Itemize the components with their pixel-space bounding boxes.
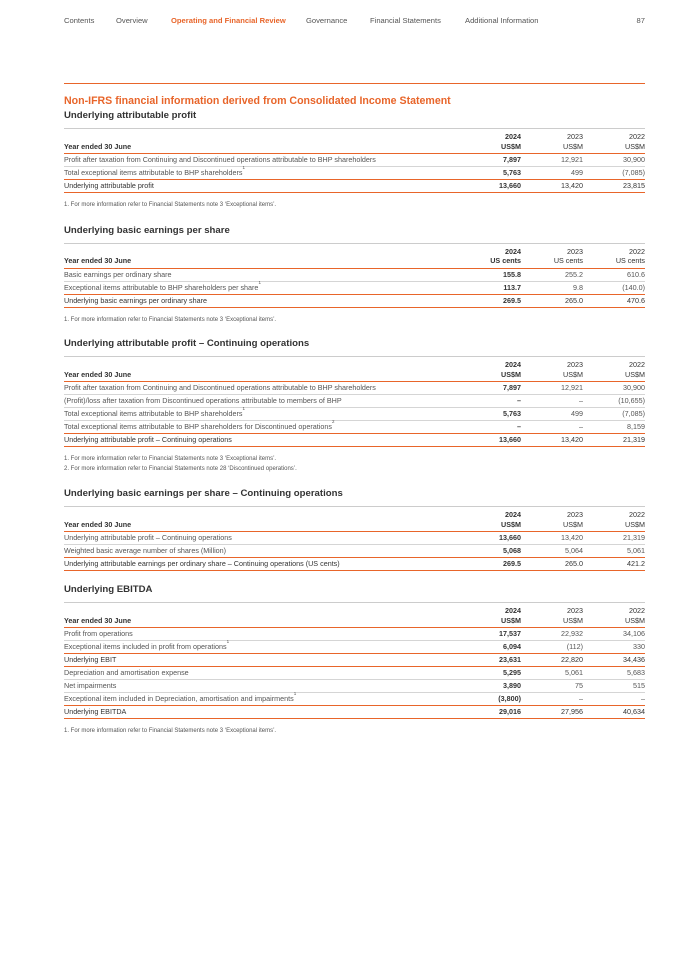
table-row bbox=[64, 154, 645, 167]
row-label-text: Total exceptional items attributable to BHP shareholders bbox=[64, 168, 243, 177]
row-label-text: Profit after taxation from Continuing and Discontinued operations attributable to BHP shareholders bbox=[64, 383, 376, 392]
row-label-text: Underlying EBITDA bbox=[64, 707, 127, 716]
column-header-unit: US$M bbox=[563, 615, 583, 625]
table-row bbox=[64, 268, 645, 281]
cell-value: 30,900 bbox=[583, 154, 645, 167]
column-header-year bbox=[459, 357, 521, 382]
cell-value: 23,815 bbox=[583, 180, 645, 193]
row-label bbox=[64, 628, 459, 641]
table-row bbox=[64, 545, 645, 558]
column-header-year-text: 2024 bbox=[505, 510, 521, 519]
table-row bbox=[64, 654, 645, 667]
cell-value: (7,085) bbox=[583, 167, 645, 180]
row-label bbox=[64, 667, 459, 680]
row-label-text: Underlying attributable profit – Continuing operations bbox=[64, 533, 232, 542]
financial-table bbox=[64, 506, 645, 571]
table-row bbox=[64, 408, 645, 421]
column-header-year bbox=[583, 603, 645, 628]
financial-table bbox=[64, 602, 645, 719]
nav-overview[interactable]: Overview bbox=[116, 16, 148, 25]
footnote: 1. For more information refer to Financial Statements note 3 ‘Exceptional items’. bbox=[64, 316, 277, 323]
row-label bbox=[64, 641, 459, 654]
nav-operating-financial-review[interactable]: Operating and Financial Review bbox=[171, 16, 286, 25]
cell-value: 22,820 bbox=[521, 654, 583, 667]
column-header-year bbox=[521, 243, 583, 268]
cell-value: 5,683 bbox=[583, 667, 645, 680]
column-header-unit: US cents bbox=[553, 256, 583, 265]
column-header-year bbox=[459, 603, 521, 628]
section bbox=[64, 225, 645, 326]
column-header-unit: US$M bbox=[563, 141, 583, 151]
table-header-row bbox=[64, 357, 645, 382]
cell-value: 13,660 bbox=[459, 180, 521, 193]
cell-value: 12,921 bbox=[521, 154, 583, 167]
column-header-year-text: 2023 bbox=[567, 246, 583, 256]
column-header-unit: US cents bbox=[615, 256, 645, 265]
section-title: Underlying attributable profit – Continuing operations bbox=[64, 338, 310, 349]
column-header-unit: US$M bbox=[501, 141, 521, 151]
row-label bbox=[64, 654, 459, 667]
cell-value: 265.0 bbox=[521, 294, 583, 307]
row-label bbox=[64, 281, 459, 294]
cell-value: 13,660 bbox=[459, 532, 521, 545]
table-row bbox=[64, 395, 645, 408]
cell-value: 75 bbox=[521, 680, 583, 693]
table-row bbox=[64, 180, 645, 193]
column-header-unit: US$M bbox=[625, 369, 645, 379]
cell-value: 6,094 bbox=[459, 641, 521, 654]
table-row bbox=[64, 434, 645, 447]
footnote-marker: 1 bbox=[258, 279, 261, 285]
column-header-year-text: 2024 bbox=[505, 246, 521, 256]
column-header-label: Year ended 30 June bbox=[64, 129, 459, 154]
row-label-text: Total exceptional items attributable to BHP shareholders bbox=[64, 409, 243, 418]
column-header-label: Year ended 30 June bbox=[64, 243, 459, 268]
table-row bbox=[64, 382, 645, 395]
cell-value: 265.0 bbox=[521, 558, 583, 571]
column-header-year-text: 2023 bbox=[567, 510, 583, 519]
cell-value: 499 bbox=[521, 408, 583, 421]
row-label-text: Exceptional item included in Depreciation, amortisation and impairments bbox=[64, 694, 294, 703]
column-header-label: Year ended 30 June bbox=[64, 603, 459, 628]
cell-value: 13,420 bbox=[521, 434, 583, 447]
section bbox=[64, 584, 645, 737]
row-label bbox=[64, 395, 459, 408]
cell-value: 5,064 bbox=[521, 545, 583, 558]
nav-contents[interactable]: Contents bbox=[64, 16, 95, 25]
column-header-year bbox=[521, 603, 583, 628]
footnotes bbox=[64, 727, 645, 737]
cell-value: 30,900 bbox=[583, 382, 645, 395]
cell-value: 3,890 bbox=[459, 680, 521, 693]
cell-value: 7,897 bbox=[459, 382, 521, 395]
table-row bbox=[64, 167, 645, 180]
column-header-year-text: 2023 bbox=[567, 132, 583, 141]
column-header-year bbox=[583, 507, 645, 532]
row-label-text: Underlying EBIT bbox=[64, 655, 117, 664]
row-label bbox=[64, 706, 459, 719]
row-label bbox=[64, 532, 459, 545]
row-label-text: Profit from operations bbox=[64, 629, 133, 638]
table-row bbox=[64, 281, 645, 294]
cell-value: 40,634 bbox=[583, 706, 645, 719]
financial-table bbox=[64, 243, 645, 308]
header-divider bbox=[64, 83, 645, 84]
footnote-marker: 1 bbox=[226, 639, 230, 644]
section-title: Underlying EBITDA bbox=[64, 584, 153, 595]
column-header-unit: US$M bbox=[563, 519, 583, 529]
row-label-text: Total exceptional items attributable to BHP shareholders for Discontinued operations bbox=[64, 422, 332, 431]
top-navigation bbox=[64, 16, 645, 30]
row-label bbox=[64, 545, 459, 558]
section-title: Underlying basic earnings per share bbox=[64, 224, 230, 236]
table-row bbox=[64, 421, 645, 434]
column-header-unit: US$M bbox=[501, 615, 521, 625]
column-header-year bbox=[459, 243, 521, 268]
row-label bbox=[64, 693, 459, 706]
cell-value: 155.8 bbox=[459, 268, 521, 281]
row-label-text: Exceptional items included in profit from operations bbox=[64, 642, 227, 651]
sections-container bbox=[64, 110, 645, 737]
column-header-unit: US cents bbox=[490, 256, 521, 265]
cell-value: – bbox=[459, 421, 521, 434]
cell-value: – bbox=[521, 395, 583, 408]
page-number: 87 bbox=[636, 16, 645, 25]
cell-value: 22,932 bbox=[521, 628, 583, 641]
table-row bbox=[64, 667, 645, 680]
row-label-text: Net impairments bbox=[64, 681, 117, 690]
column-header-year bbox=[459, 507, 521, 532]
cell-value: 5,763 bbox=[459, 408, 521, 421]
cell-value: 269.5 bbox=[459, 558, 521, 571]
column-header-year bbox=[521, 507, 583, 532]
cell-value: 5,763 bbox=[459, 167, 521, 180]
row-label-text: Underlying basic earnings per ordinary share bbox=[64, 295, 208, 305]
nav-financial-statements[interactable]: Financial Statements bbox=[370, 16, 441, 25]
column-header-year-text: 2023 bbox=[567, 606, 583, 615]
cell-value: – bbox=[583, 693, 645, 706]
footnote: 2. For more information refer to Financial Statements note 28 ‘Discontinued operations’. bbox=[64, 465, 297, 472]
column-header-unit: US$M bbox=[625, 141, 645, 151]
column-header-year-text: 2022 bbox=[629, 360, 645, 369]
section-title: Underlying basic earnings per share – Continuing operations bbox=[64, 488, 343, 499]
cell-value: 515 bbox=[583, 680, 645, 693]
cell-value: 29,016 bbox=[459, 706, 521, 719]
cell-value: 5,061 bbox=[583, 545, 645, 558]
row-label-text: Basic earnings per ordinary share bbox=[64, 269, 172, 279]
cell-value: 13,420 bbox=[521, 532, 583, 545]
column-header-year bbox=[583, 357, 645, 382]
row-label-text: Weighted basic average number of shares (Million) bbox=[64, 546, 227, 555]
column-header-unit: US$M bbox=[501, 369, 521, 379]
cell-value: 21,319 bbox=[583, 532, 645, 545]
cell-value: 421.2 bbox=[583, 558, 645, 571]
section-title: Underlying attributable profit bbox=[64, 110, 197, 121]
cell-value: (140.0) bbox=[583, 281, 645, 294]
nav-governance[interactable]: Governance bbox=[306, 16, 348, 25]
cell-value: (112) bbox=[521, 641, 583, 654]
cell-value: – bbox=[521, 693, 583, 706]
column-header-year-text: 2024 bbox=[505, 606, 521, 615]
column-header-year-text: 2024 bbox=[505, 360, 521, 369]
row-label-text: Depreciation and amortisation expense bbox=[64, 668, 189, 677]
table-row bbox=[64, 532, 645, 545]
footnote: 1. For more information refer to Financial Statements note 3 ‘Exceptional items’. bbox=[64, 728, 277, 734]
column-header-year-text: 2022 bbox=[629, 510, 645, 519]
column-header-year-text: 2022 bbox=[629, 606, 645, 615]
column-header-year-text: 2023 bbox=[567, 360, 583, 369]
footnotes bbox=[64, 201, 645, 211]
table-header-row bbox=[64, 129, 645, 154]
row-label-text: Underlying attributable earnings per ordinary share – Continuing operations (US cents) bbox=[64, 559, 340, 568]
table-row bbox=[64, 706, 645, 719]
cell-value: 8,159 bbox=[583, 421, 645, 434]
cell-value: 13,420 bbox=[521, 180, 583, 193]
cell-value: 21,319 bbox=[583, 434, 645, 447]
table-row bbox=[64, 641, 645, 654]
row-label-text: Underlying attributable profit – Continuing operations bbox=[64, 435, 232, 444]
cell-value: 5,061 bbox=[521, 667, 583, 680]
row-label-text: Exceptional items attributable to BHP shareholders per share bbox=[64, 282, 259, 292]
table-header-row bbox=[64, 603, 645, 628]
column-header-unit: US$M bbox=[625, 615, 645, 625]
cell-value: – bbox=[459, 395, 521, 408]
row-label bbox=[64, 268, 459, 281]
column-header-unit: US$M bbox=[501, 519, 521, 529]
footnote-marker: 1 bbox=[242, 165, 245, 170]
table-header-row bbox=[64, 507, 645, 532]
footnote: 1. For more information refer to Financial Statements note 3 ‘Exceptional items’. bbox=[64, 202, 277, 208]
section bbox=[64, 110, 645, 211]
cell-value: 12,921 bbox=[521, 382, 583, 395]
column-header-year bbox=[521, 129, 583, 154]
row-label bbox=[64, 680, 459, 693]
table-header-row bbox=[64, 243, 645, 268]
table-row bbox=[64, 693, 645, 706]
row-label bbox=[64, 180, 459, 193]
nav-additional-information[interactable]: Additional Information bbox=[465, 16, 539, 25]
section bbox=[64, 488, 645, 571]
cell-value: 34,106 bbox=[583, 628, 645, 641]
row-label bbox=[64, 408, 459, 421]
row-label bbox=[64, 558, 459, 571]
column-header-year bbox=[521, 357, 583, 382]
row-label-text: (Profit)/loss after taxation from Discontinued operations attributable to members of BHP bbox=[64, 396, 342, 405]
cell-value: 255.2 bbox=[521, 268, 583, 281]
column-header-year-text: 2022 bbox=[629, 246, 645, 256]
table-row bbox=[64, 558, 645, 571]
column-header-unit: US$M bbox=[625, 519, 645, 529]
row-label bbox=[64, 154, 459, 167]
row-label-text: Profit after taxation from Continuing and Discontinued operations attributable to BHP shareholders bbox=[64, 155, 376, 164]
row-label bbox=[64, 167, 459, 180]
cell-value: 113.7 bbox=[459, 281, 521, 294]
page-content bbox=[64, 95, 645, 737]
row-label bbox=[64, 434, 459, 447]
footnotes bbox=[64, 455, 645, 474]
column-header-year bbox=[583, 243, 645, 268]
footnote-marker: 1 bbox=[293, 691, 297, 696]
row-label bbox=[64, 294, 459, 307]
column-header-year bbox=[459, 129, 521, 154]
cell-value: (3,800) bbox=[459, 693, 521, 706]
financial-table bbox=[64, 356, 645, 447]
cell-value: 34,436 bbox=[583, 654, 645, 667]
page-title: Non-IFRS financial information derived from Consolidated Income Statement bbox=[64, 95, 451, 107]
cell-value: 5,068 bbox=[459, 545, 521, 558]
column-header-year bbox=[583, 129, 645, 154]
table-row bbox=[64, 628, 645, 641]
row-label bbox=[64, 421, 459, 434]
column-header-year-text: 2024 bbox=[505, 132, 521, 141]
cell-value: 23,631 bbox=[459, 654, 521, 667]
footnotes bbox=[64, 316, 645, 326]
cell-value: 269.5 bbox=[459, 294, 521, 307]
cell-value: (7,085) bbox=[583, 408, 645, 421]
table-row bbox=[64, 680, 645, 693]
cell-value: (10,655) bbox=[583, 395, 645, 408]
cell-value: 27,956 bbox=[521, 706, 583, 719]
cell-value: 9.8 bbox=[521, 281, 583, 294]
row-label bbox=[64, 382, 459, 395]
cell-value: – bbox=[521, 421, 583, 434]
cell-value: 13,660 bbox=[459, 434, 521, 447]
section bbox=[64, 338, 645, 474]
column-header-unit: US$M bbox=[563, 369, 583, 379]
cell-value: 470.6 bbox=[583, 294, 645, 307]
footnote: 1. For more information refer to Financial Statements note 3 ‘Exceptional items’. bbox=[64, 456, 277, 462]
financial-table bbox=[64, 128, 645, 193]
table-row bbox=[64, 294, 645, 307]
cell-value: 610.6 bbox=[583, 268, 645, 281]
cell-value: 499 bbox=[521, 167, 583, 180]
column-header-label: Year ended 30 June bbox=[64, 357, 459, 382]
column-header-label: Year ended 30 June bbox=[64, 507, 459, 532]
cell-value: 7,897 bbox=[459, 154, 521, 167]
column-header-year-text: 2022 bbox=[629, 132, 645, 141]
cell-value: 5,295 bbox=[459, 667, 521, 680]
footnote-marker: 2 bbox=[331, 419, 335, 424]
cell-value: 17,537 bbox=[459, 628, 521, 641]
cell-value: 330 bbox=[583, 641, 645, 654]
row-label-text: Underlying attributable profit bbox=[64, 181, 154, 190]
footnote-marker: 1 bbox=[242, 406, 245, 411]
